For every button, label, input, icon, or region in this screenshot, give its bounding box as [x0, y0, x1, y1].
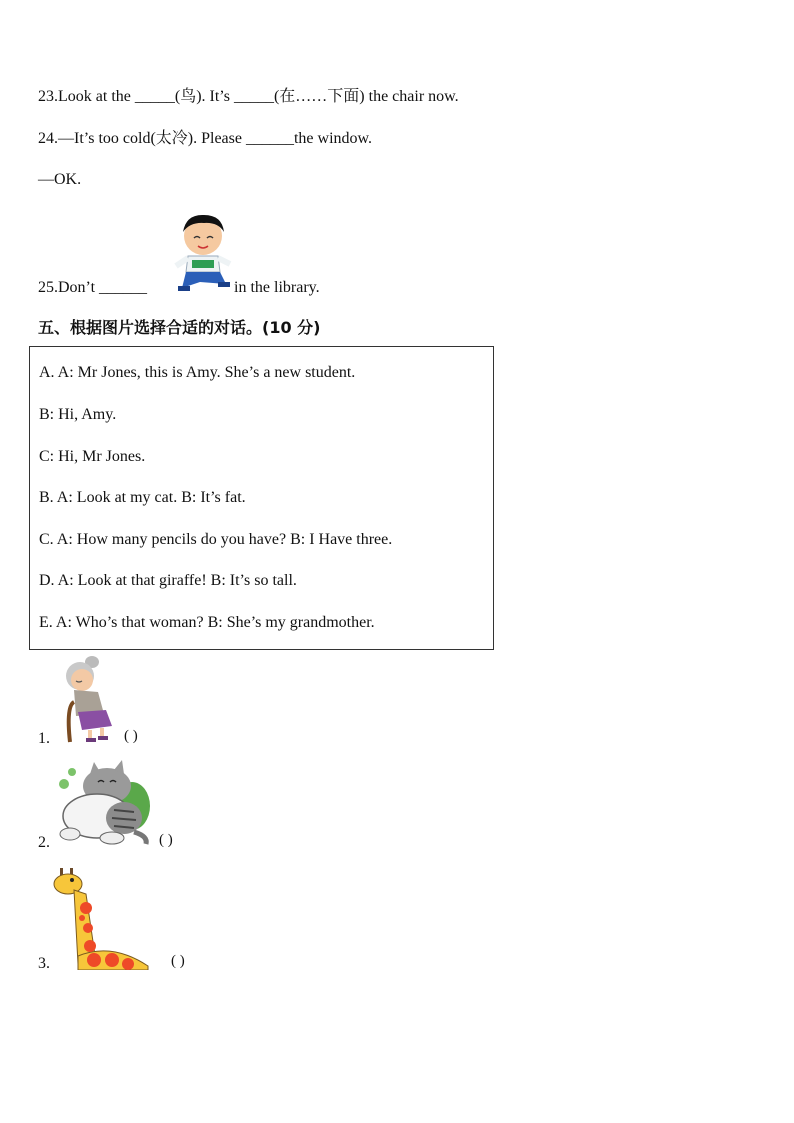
- option-b: B. A: Look at my cat. B: It’s fat.: [39, 489, 246, 506]
- option-c: C. A: How many pencils do you have? B: I Have three.: [39, 531, 393, 548]
- item-2-number: 2.: [38, 834, 50, 851]
- option-d: D. A: Look at that giraffe! B: It’s so tall.: [39, 572, 297, 589]
- fat-cat-image: [52, 756, 152, 846]
- item-1-answer-blank[interactable]: ( ): [124, 728, 138, 744]
- option-a: A. A: Mr Jones, this is Amy. She’s a new student.: [39, 364, 356, 381]
- item-3-number: 3.: [38, 955, 50, 972]
- question-25-part1: 25.Don’t ______: [38, 279, 148, 296]
- option-a-line2: B: Hi, Amy.: [39, 406, 117, 423]
- option-a-line3: C: Hi, Mr Jones.: [39, 448, 146, 465]
- grandmother-image: [52, 654, 116, 744]
- question-25-part2: in the library.: [234, 279, 320, 296]
- item-3-answer-blank[interactable]: ( ): [171, 953, 185, 969]
- giraffe-image: [52, 866, 152, 970]
- item-1-number: 1.: [38, 730, 50, 747]
- section-title: 五、根据图片选择合适的对话。(10 分): [38, 318, 321, 337]
- question-24-answer: —OK.: [38, 171, 82, 188]
- options-box: [29, 346, 494, 650]
- option-e: E. A: Who’s that woman? B: She’s my grandmother.: [39, 614, 375, 631]
- question-24: 24.—It’s too cold(太冷). Please ______the window.: [38, 130, 373, 147]
- item-2-answer-blank[interactable]: ( ): [159, 832, 173, 848]
- question-23: 23.Look at the _____(鸟). It’s _____(在……下面) the chair now.: [38, 88, 459, 105]
- running-boy-image: [170, 210, 236, 296]
